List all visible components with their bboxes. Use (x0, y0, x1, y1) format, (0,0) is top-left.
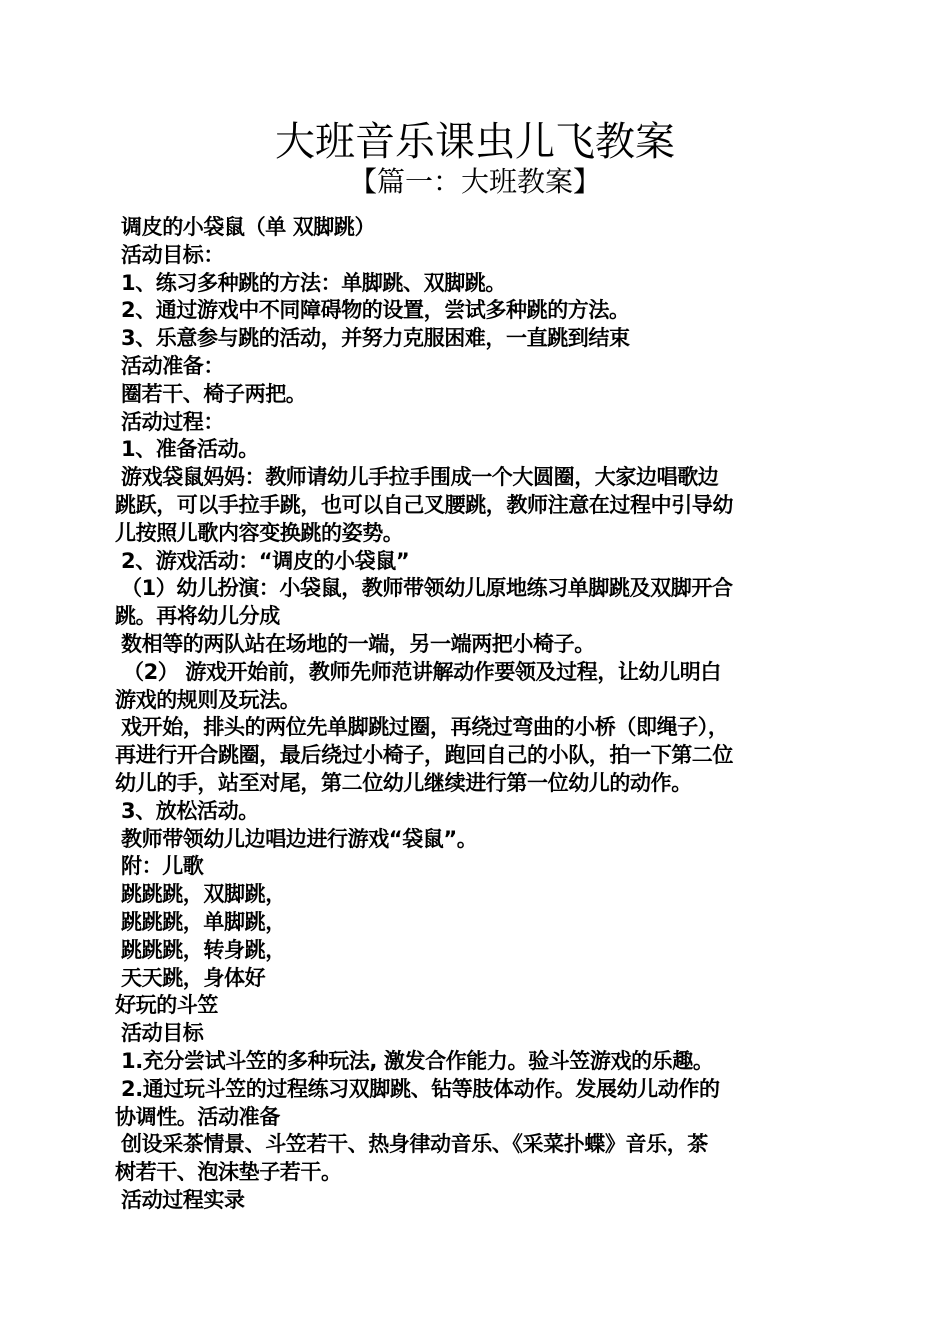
text-line: 活动过程实录 (121, 1187, 245, 1212)
document-title: 大班音乐课虫儿飞教案 (275, 119, 675, 165)
text-line: 2、通过游戏中不同障碍物的设置，尝试多种跳的方法。 (121, 298, 630, 323)
document-body (115, 214, 840, 1215)
text-line: 再进行开合跳圈，最后绕过小椅子，跑回自己的小队，拍一下第二位 (115, 743, 733, 768)
text-line: 跳。再将幼儿分成 (115, 604, 280, 629)
text-line: 活动准备： (121, 353, 224, 378)
text-line: 教师带领幼儿边唱边进行游戏“袋鼠”。 (121, 826, 478, 851)
section-heading: 好玩的斗笠 (115, 993, 218, 1018)
text-line: 儿按照儿歌内容变换跳的姿势。 (115, 520, 404, 545)
text-line: 附：儿歌 (121, 854, 204, 879)
text-line: 2、游戏活动：“调皮的小袋鼠” (121, 548, 410, 573)
text-line: 游戏袋鼠妈妈：教师请幼儿手拉手围成一个大圆圈，大家边唱歌边 (121, 465, 719, 490)
text-line: 跳跳跳，转身跳， (121, 937, 286, 962)
text-line: 3、放松活动。 (121, 798, 259, 823)
text-line: 创设采茶情景、斗笠若干、热身律动音乐、《采菜扑蝶》音乐，茶 (121, 1132, 708, 1157)
text-line: 戏开始，排头的两位先单脚跳过圈，再绕过弯曲的小桥（即绳子）， (121, 715, 729, 740)
text-line: 1、准备活动。 (121, 437, 259, 462)
text-line: 1.充分尝试斗笠的多种玩法, 激发合作能力。验斗笠游戏的乐趣。 (121, 1048, 714, 1073)
text-line: 树若干、泡沫垫子若干。 (115, 1160, 342, 1185)
text-line: （2） 游戏开始前，教师先师范讲解动作要领及过程，让幼儿明白 (123, 659, 721, 684)
text-line: 跳跳跳，单脚跳， (121, 909, 286, 934)
text-line: 协调性。活动准备 (115, 1104, 280, 1129)
text-line: 2.通过玩斗笠的过程练习双脚跳、钻等肢体动作。发展幼儿动作的 (121, 1076, 720, 1101)
document-subtitle: 【篇一：大班教案】 (348, 165, 601, 198)
text-line: 跳跳跳，双脚跳， (121, 882, 286, 907)
text-line: （1）幼儿扮演：小袋鼠，教师带领幼儿原地练习单脚跳及双脚开合 (121, 576, 733, 601)
text-line: 天天跳，身体好 (121, 965, 266, 990)
text-line: 跳跃，可以手拉手跳，也可以自己叉腰跳，教师注意在过程中引导幼 (115, 492, 733, 517)
text-line: 圈若干、椅子两把。 (121, 381, 307, 406)
text-line: 活动目标： (121, 242, 224, 267)
text-line: 1、练习多种跳的方法：单脚跳、双脚跳。 (121, 270, 507, 295)
text-line: 数相等的两队站在场地的一端，另一端两把小椅子。 (121, 631, 595, 656)
text-line: 游戏的规则及玩法。 (115, 687, 301, 712)
text-line: 幼儿的手，站至对尾，第二位幼儿继续进行第一位幼儿的动作。 (115, 770, 692, 795)
text-line: 活动目标 (121, 1021, 204, 1046)
section-heading: 调皮的小袋鼠（单 双脚跳） (121, 215, 376, 239)
text-line: 3、乐意参与跳的活动，并努力克服困难，一直跳到结束 (121, 326, 630, 351)
text-line: 活动过程： (121, 409, 224, 434)
